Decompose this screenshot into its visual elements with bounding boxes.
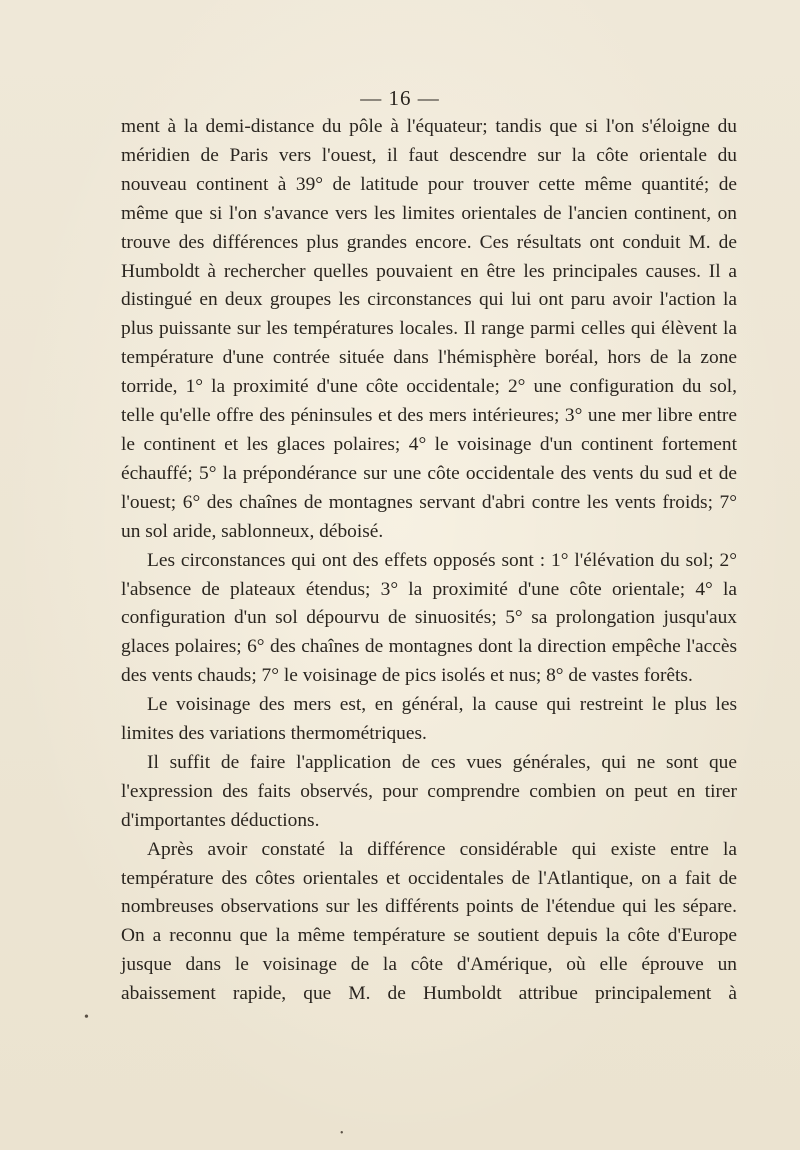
paragraph-1: ment à la demi-distance du pôle à l'équateur; tandis que si l'on s'éloigne du méridien de Paris vers l'ouest, il faut descendre sur la côte orientale du nouveau continent à 39° de latitude pour trouver cette même quantité; de même que si l'on s'avance vers les limites orientales de l'ancien continent, on trouve des différences plus grandes encore. Ces résultats ont conduit M. de Humboldt à rechercher quelles pouvaient en être les principales causes. Il a distingué en deux groupes les circonstances qui lui ont paru avoir l'action la plus puissante sur les températures locales. Il range parmi celles qui élèvent la température d'une contrée située dans l'hémisphère boréal, hors de la zone torride, 1° la proximité d'une côte occidentale; 2° une configuration du sol, telle qu'elle offre des péninsules et des mers intérieures; 3° une mer libre entre le continent et les glaces polaires; 4° le voisinage d'un continent fortement échauffé; 5° la prépondérance sur une côte occidentale des vents du sud et de l'ouest; 6° des chaînes de montagnes servant d'abri contre les vents froids; 7° un sol aride, sablonneux, déboisé. — [121, 116, 737, 542]
paragraph-2: Les circonstances qui ont des effets opposés sont : 1° l'élévation du sol; 2° l'absence de plateaux étendus; 3° la proximité d'une côte orientale; 4° la configuration d'un sol dépourvu de sinuosités; 5° sa prolongation jusqu'aux glaces polaires; 6° des chaînes de montagnes dont la direction empêche l'accès des vents chauds; 7° le voisinage de pics isolés et nus; 8° de vastes forêts. — [121, 549, 737, 687]
ink-spot-mark: • — [340, 1128, 344, 1139]
page-number: — 16 — — [360, 86, 440, 110]
body-text — [121, 113, 737, 1009]
paragraph-4: Il suffit de faire l'application de ces vues générales, qui ne sont que l'expression des faits observés, pour comprendre combien on peut en tirer d'importantes déductions. — [121, 751, 737, 831]
paragraph-5: Après avoir constaté la différence considérable qui existe entre la température des côtes orientales et occidentales de l'Atlantique, on a fait de nombreuses observations sur les différents points de l'étendue qui les sépare. On a reconnu que la même température se soutient depuis la côte d'Europe jusque dans le voisinage de la côte d'Amérique, où elle éprouve un abaissement rapide, que M. de Humboldt attribue principalement à — [121, 838, 737, 1005]
ink-spot-mark: • — [84, 1010, 89, 1025]
paragraph-3: Le voisinage des mers est, en général, la cause qui restreint le plus les limites des variations thermométriques. — [121, 694, 737, 745]
